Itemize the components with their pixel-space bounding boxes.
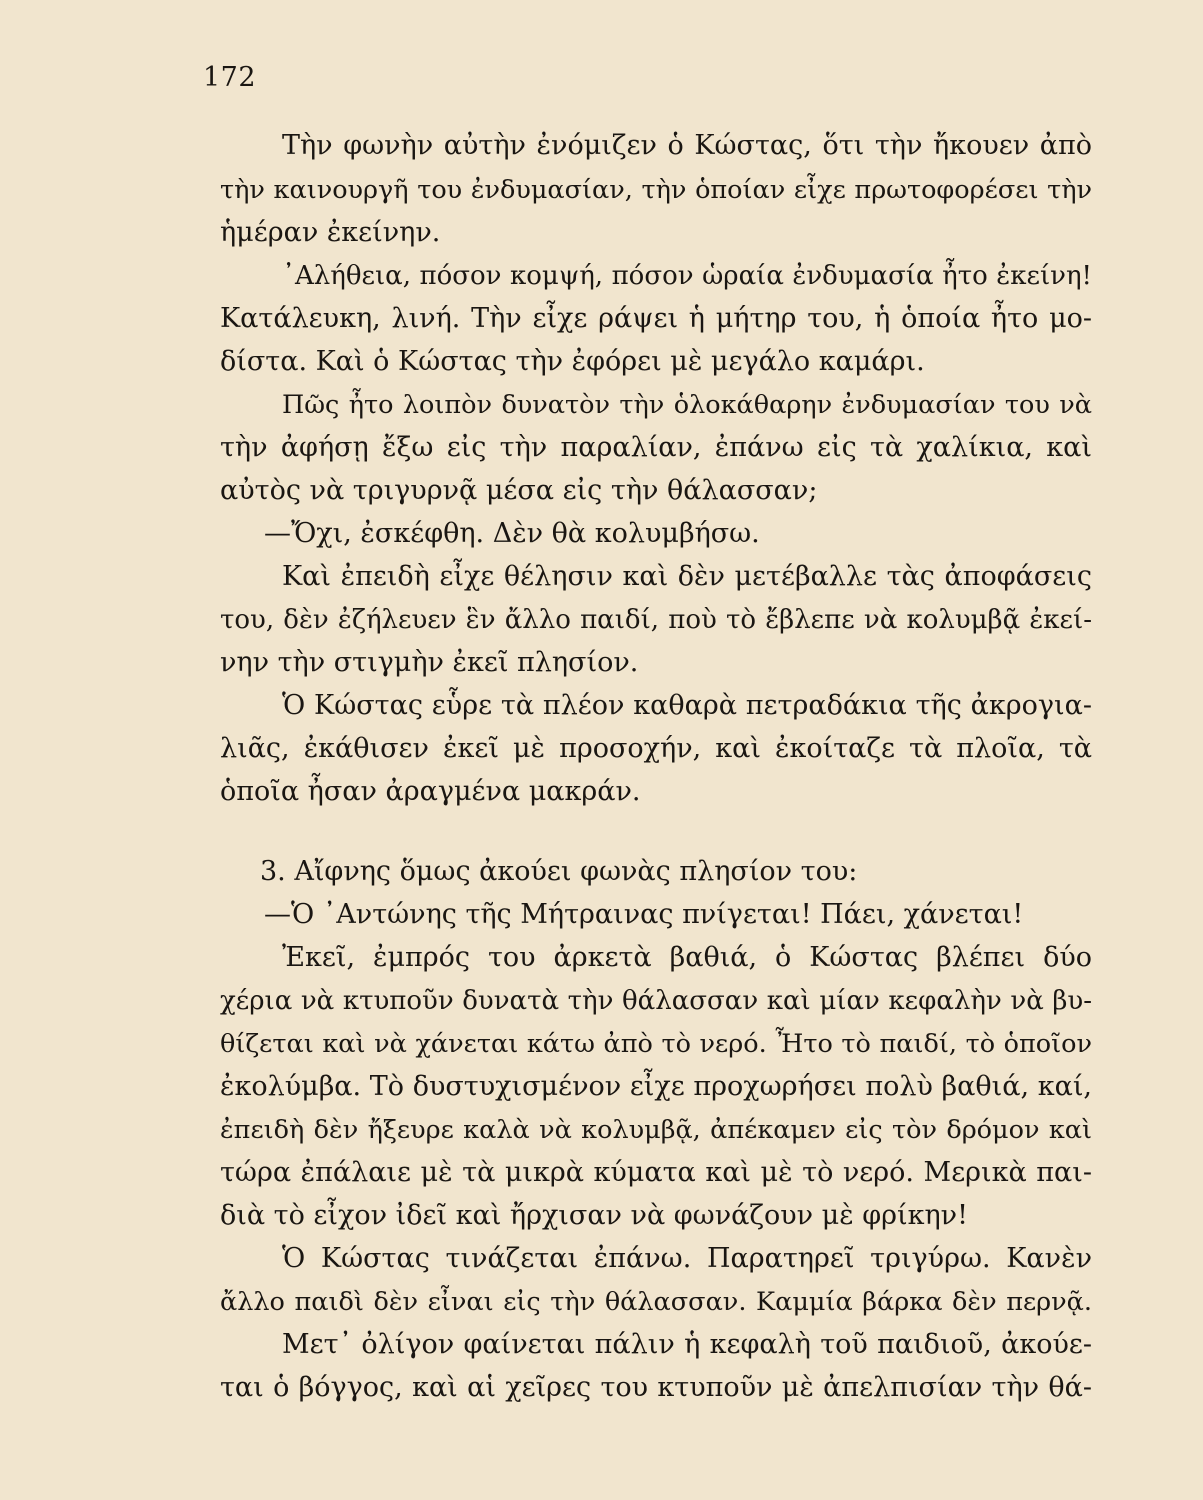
text-line: Τὴν φωνὴν αὐτὴν ἐνόμιζεν ὁ Κώστας, ὅτι τὴν ἤκουεν ἀπὸ xyxy=(282,130,1092,161)
text-line: ται ὁ βόγγος, καὶ αἱ χεῖρες του κτυποῦν μὲ ἀπελπισίαν τὴν θά- xyxy=(220,1372,1092,1403)
text-line: Ὁ Κώστας εὗρε τὰ πλέον καθαρὰ πετραδάκια τῆς ἀκρογια- xyxy=(282,690,1092,721)
text-line: Μετ᾿ ὀλίγον φαίνεται πάλιν ἡ κεφαλὴ τοῦ παιδιοῦ, ἀκούε- xyxy=(282,1329,1092,1360)
text-line: τὴν καινουργῆ του ἐνδυμασίαν, τὴν ὁποίαν εἶχε πρωτοφορέσει τὴν xyxy=(220,175,1092,205)
text-line: ᾿Αλήθεια, πόσον κομψή, πόσον ὡραία ἐνδυμασία ἦτο ἐκείνη! xyxy=(282,261,1092,291)
text-line: ἡμέραν ἐκείνην. xyxy=(220,217,441,248)
section-3-opening-line: 3. Αἴφνης ὅμως ἀκούει φωνὰς πλησίον του: xyxy=(260,856,858,887)
text-line: Ἐκεῖ, ἐμπρός του ἀρκετὰ βαθιά, ὁ Κώστας βλέπει δύο xyxy=(282,942,1092,973)
text-line: θίζεται καὶ νὰ χάνεται κάτω ἀπὸ τὸ νερό. Ἦτο τὸ παιδί, τὸ ὁποῖον xyxy=(220,1029,1092,1059)
text-line: τώρα ἐπάλαιε μὲ τὰ μικρὰ κύματα καὶ μὲ τὸ νερό. Μερικὰ παι- xyxy=(220,1157,1092,1188)
text-line: Πῶς ἦτο λοιπὸν δυνατὸν τὴν ὁλοκάθαρην ἐνδυμασίαν του νὰ xyxy=(282,390,1092,420)
text-line: δίστα. Καὶ ὁ Κώστας τὴν ἐφόρει μὲ μεγάλο καμάρι. xyxy=(220,346,925,377)
text-line: χέρια νὰ κτυποῦν δυνατὰ τὴν θάλασσαν καὶ μίαν κεφαλὴν νὰ βυ- xyxy=(220,986,1092,1016)
text-line: ἐκολύμβα. Τὸ δυστυχισμένον εἶχε προχωρήσει πολὺ βαθιά, καί, xyxy=(220,1071,1092,1102)
text-line: ἐπειδὴ δὲν ἤξευρε καλὰ νὰ κολυμβᾷ, ἀπέκαμεν εἰς τὸν δρόμον καὶ xyxy=(220,1115,1092,1145)
text-line: νην τὴν στιγμὴν ἐκεῖ πλησίον. xyxy=(220,647,639,678)
text-line: αὐτὸς νὰ τριγυρνᾷ μέσα εἰς τὴν θάλασσαν; xyxy=(220,475,818,506)
dialogue-line: —Ὄχι, ἐσκέφθη. Δὲν θὰ κολυμβήσω. xyxy=(264,518,760,549)
text-line: του, δὲν ἐζήλευεν ἓν ἄλλο παιδί, ποὺ τὸ ἔβλεπε νὰ κολυμβᾷ ἐκεί- xyxy=(220,605,1092,635)
text-line: Ὁ Κώστας τινάζεται ἐπάνω. Παρατηρεῖ τριγύρω. Κανὲν xyxy=(282,1243,1092,1274)
text-line: Καὶ ἐπειδὴ εἶχε θέλησιν καὶ δὲν μετέβαλλε τὰς ἀποφάσεις xyxy=(282,561,1092,592)
text-line: ὁποῖα ἦσαν ἀραγμένα μακράν. xyxy=(220,776,641,807)
text-line: τὴν ἀφήσῃ ἔξω εἰς τὴν παραλίαν, ἐπάνω εἰς τὰ χαλίκια, καὶ xyxy=(220,432,1092,463)
text-line: Κατάλευκη, λινή. Τὴν εἶχε ράψει ἡ μήτηρ του, ἡ ὁποία ἦτο μο- xyxy=(220,303,1092,334)
text-line: λιᾶς, ἐκάθισεν ἐκεῖ μὲ προσοχήν, καὶ ἐκοίταζε τὰ πλοῖα, τὰ xyxy=(220,733,1092,764)
dialogue-line: —Ὁ ᾿Αντώνης τῆς Μήτραινας πνίγεται! Πάει, χάνεται! xyxy=(264,899,1024,930)
text-line: ἄλλο παιδὶ δὲν εἶναι εἰς τὴν θάλασσαν. Καμμία βάρκα δὲν περνᾷ. xyxy=(220,1287,1092,1317)
text-line: διὰ τὸ εἶχον ἰδεῖ καὶ ἤρχισαν νὰ φωνάζουν μὲ φρίκην! xyxy=(220,1200,968,1231)
page-number: 172 xyxy=(203,62,257,93)
